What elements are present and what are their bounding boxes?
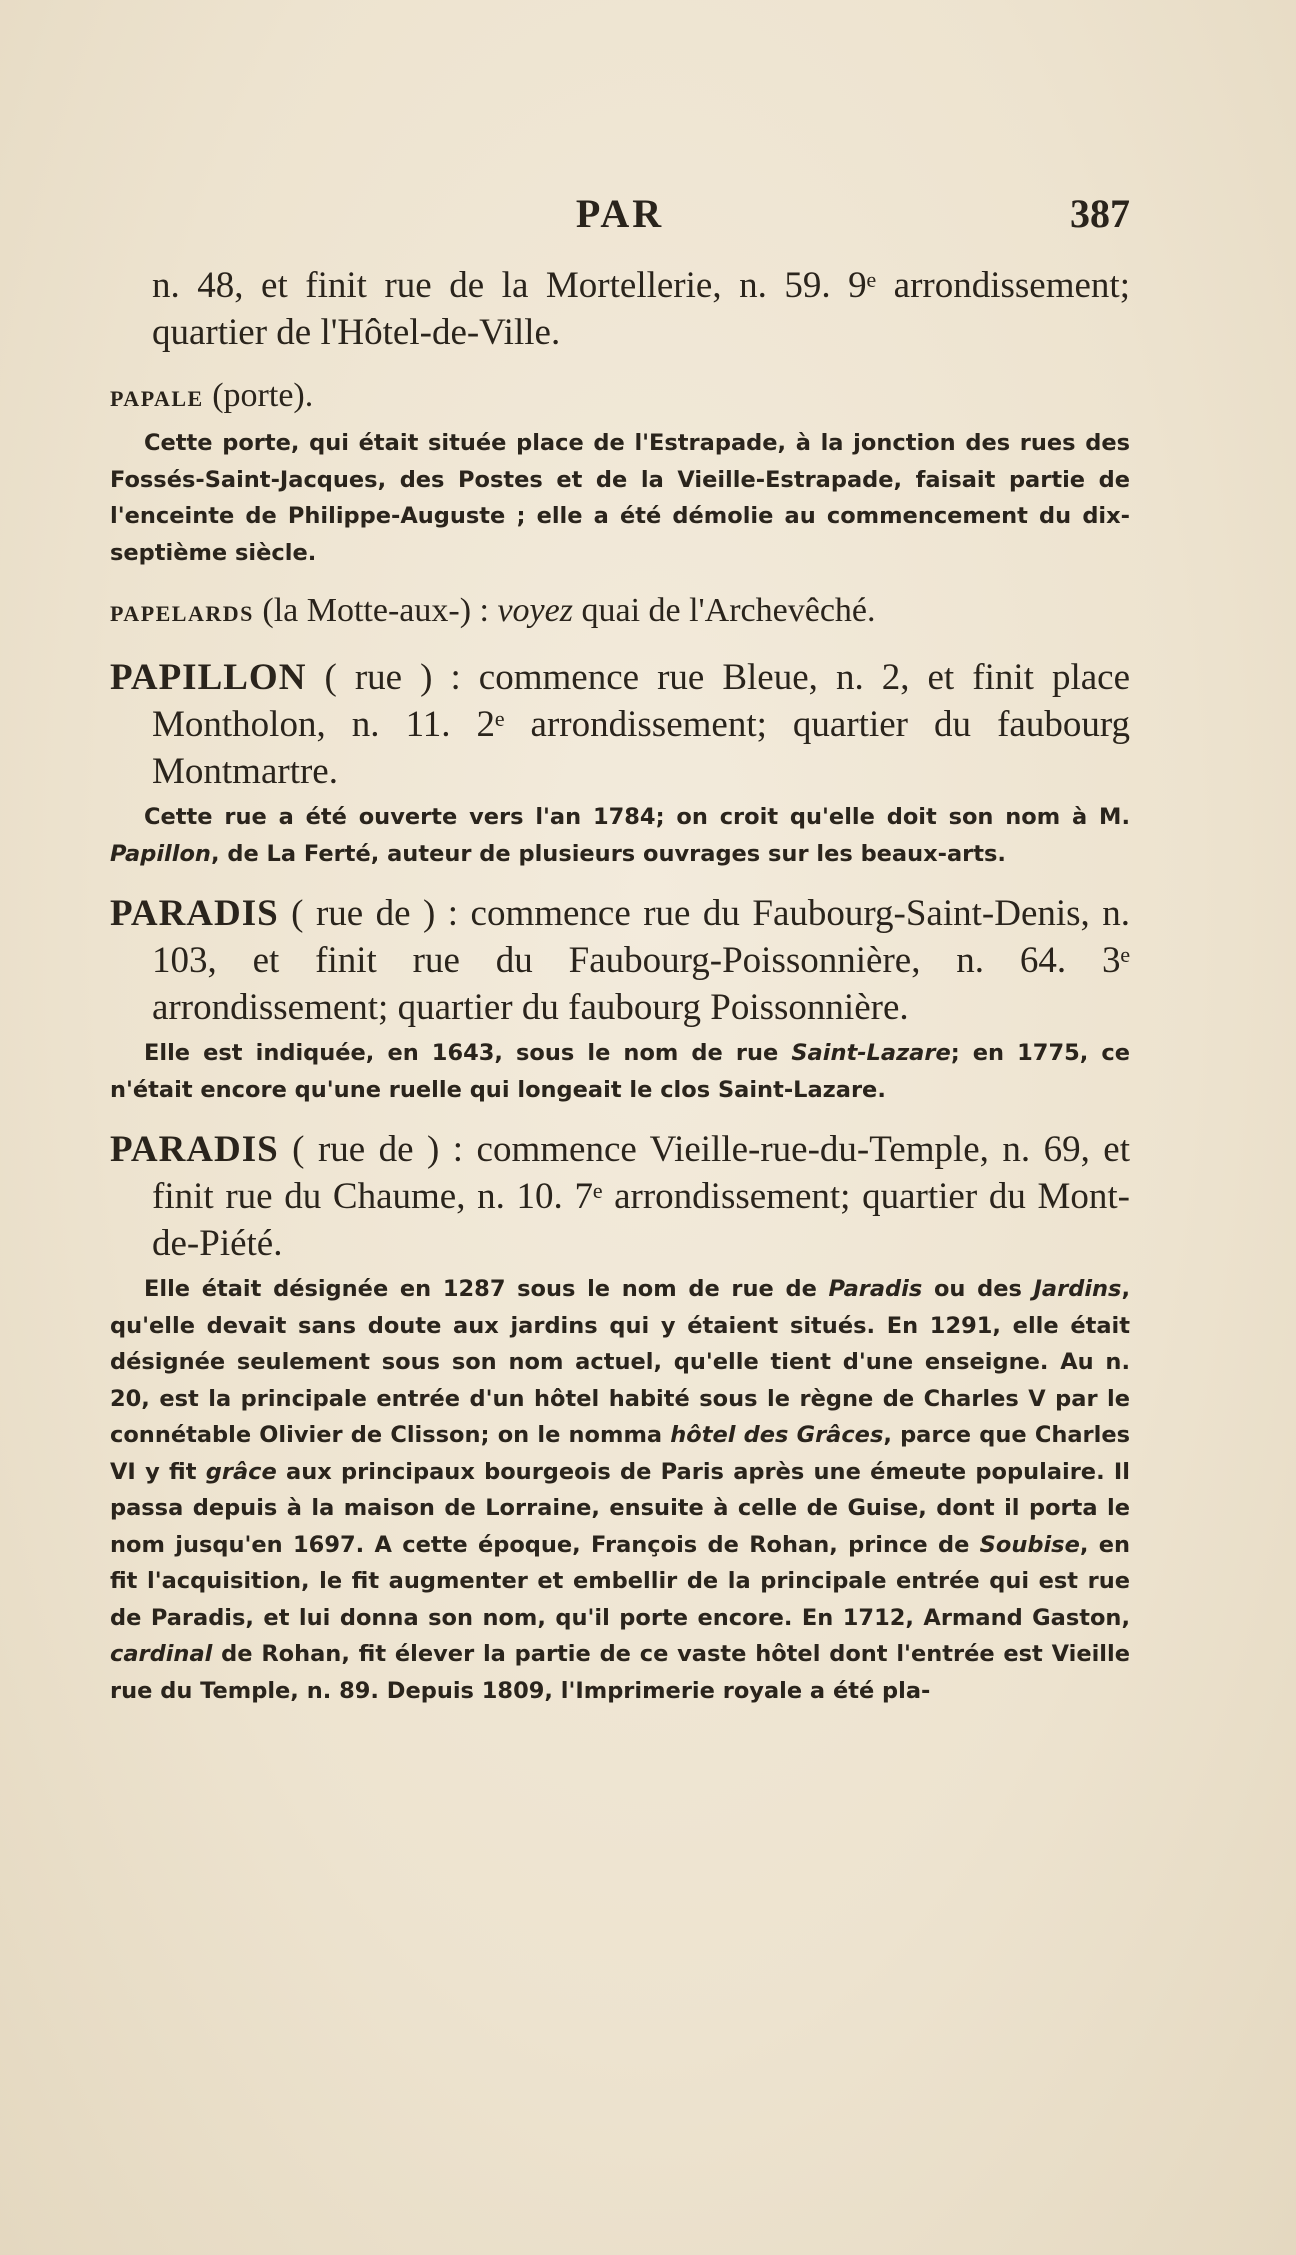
note-text: ou des bbox=[922, 1276, 1034, 1302]
note-text: , parce que Charles VI y fit bbox=[110, 1422, 1130, 1485]
entry-description: ( rue de ) : commence rue du Faubourg-Saint-Denis, n. 103, et finit rue du Faubourg-Poissonnière, n. 64. 3ᵉ arrondissement; quartier du faubourg Poissonnière. bbox=[152, 893, 1130, 1028]
entry-note bbox=[110, 799, 1130, 872]
note-text: Elle est indiquée, en 1643, sous le nom de rue bbox=[144, 1040, 792, 1066]
entry-name: PAPALE bbox=[110, 386, 204, 411]
entry-note bbox=[110, 1271, 1130, 1709]
entry-name: PARADIS bbox=[110, 893, 279, 934]
note-italic: Paradis bbox=[828, 1276, 923, 1302]
entry-note: Cette porte, qui était située place de l'Estrapade, à la jonction des rues des Fossés-Saint-Jacques, des Postes et de la Vieille-Estrapade, faisait partie de l'enceinte de Philippe-Auguste ; elle a été démolie au commencement du dix-septième siècle. bbox=[110, 430, 1130, 566]
note-text: de Rohan, fit élever la partie de ce vaste hôtel dont l'entrée est Vieille rue du Temple, n. 89. Depuis 1809, l'Imprimerie royale a été pla- bbox=[110, 1641, 1130, 1704]
note-italic: Jardins bbox=[1033, 1276, 1122, 1302]
page-number: 387 bbox=[1070, 191, 1130, 236]
entry-description: (la Motte-aux-) : bbox=[253, 592, 498, 629]
entry-description: (porte). bbox=[203, 377, 314, 414]
note-italic: grâce bbox=[205, 1458, 277, 1485]
note-italic: Soubise bbox=[979, 1531, 1080, 1558]
running-header bbox=[110, 190, 1130, 250]
note-italic: Saint-Lazare bbox=[791, 1040, 951, 1066]
page-body bbox=[110, 262, 1130, 1709]
entry-description-end: quai de l'Archevêché. bbox=[572, 592, 876, 629]
entry-name: PAPELARDS bbox=[110, 601, 254, 626]
note-text: , de La Ferté, auteur de plusieurs ouvrages sur les beaux-arts. bbox=[210, 840, 1006, 867]
entry-papillon bbox=[110, 654, 1130, 872]
entry-description: ( rue de ) : commence Vieille-rue-du-Temple, n. 69, et finit rue du Chaume, n. 10. 7ᵉ arrondissement; quartier du Mont-de-Piété. bbox=[152, 1129, 1130, 1264]
continued-entry: n. 48, et finit rue de la Mortellerie, n. 59. 9ᵉ arrondissement; quartier de l'Hôtel-de-Ville. bbox=[152, 265, 1130, 353]
entry-papale bbox=[110, 374, 1130, 571]
entry-papelards bbox=[110, 589, 1130, 636]
note-italic: Papillon bbox=[110, 840, 211, 867]
note-text: Elle était désignée en 1287 sous le nom de rue de bbox=[144, 1276, 829, 1302]
entry-paradis-2 bbox=[110, 1126, 1130, 1709]
note-text: ; en 1775, ce n'était encore qu'une ruelle qui longeait le clos Saint-Lazare. bbox=[110, 1040, 1130, 1103]
note-text: , en fit l'acquisition, le fit augmenter et embellir de la principale entrée qui est rue de Paradis, et lui donna son nom, qu'il porte encore. En 1712, Armand Gaston, bbox=[110, 1531, 1130, 1631]
entry-name: PAPILLON bbox=[110, 657, 307, 698]
entry-paradis-1 bbox=[110, 890, 1130, 1108]
entry-note bbox=[110, 1035, 1130, 1108]
note-text: , qu'elle devait sans doute aux jardins qui y étaient situés. En 1291, elle était désignée seulement sous son nom actuel, qu'elle tient d'une enseigne. Au n. 20, est la principale entrée d'un hôtel habité sous le règne de Charles V par le connétable Olivier de Clisson; on le nomma bbox=[110, 1276, 1131, 1448]
note-text: aux principaux bourgeois de Paris après une émeute populaire. Il passa depuis à la maison de Lorraine, ensuite à celle de Guise, dont il porta le nom jusqu'en 1697. A cette époque, François de Rohan, prince de bbox=[110, 1458, 1130, 1558]
note-text: Cette rue a été ouverte vers l'an 1784; on croit qu'elle doit son nom à M. bbox=[144, 804, 1130, 830]
entry-name: PARADIS bbox=[110, 1129, 279, 1170]
running-head-title: PAR bbox=[575, 191, 665, 236]
cross-reference: voyez bbox=[497, 592, 573, 629]
note-italic: cardinal bbox=[110, 1641, 213, 1667]
note-italic: hôtel des Grâces bbox=[670, 1422, 884, 1448]
entry-description: ( rue ) : commence rue Bleue, n. 2, et finit place Montholon, n. 11. 2ᵉ arrondissement; quartier du faubourg Montmartre. bbox=[152, 657, 1130, 792]
